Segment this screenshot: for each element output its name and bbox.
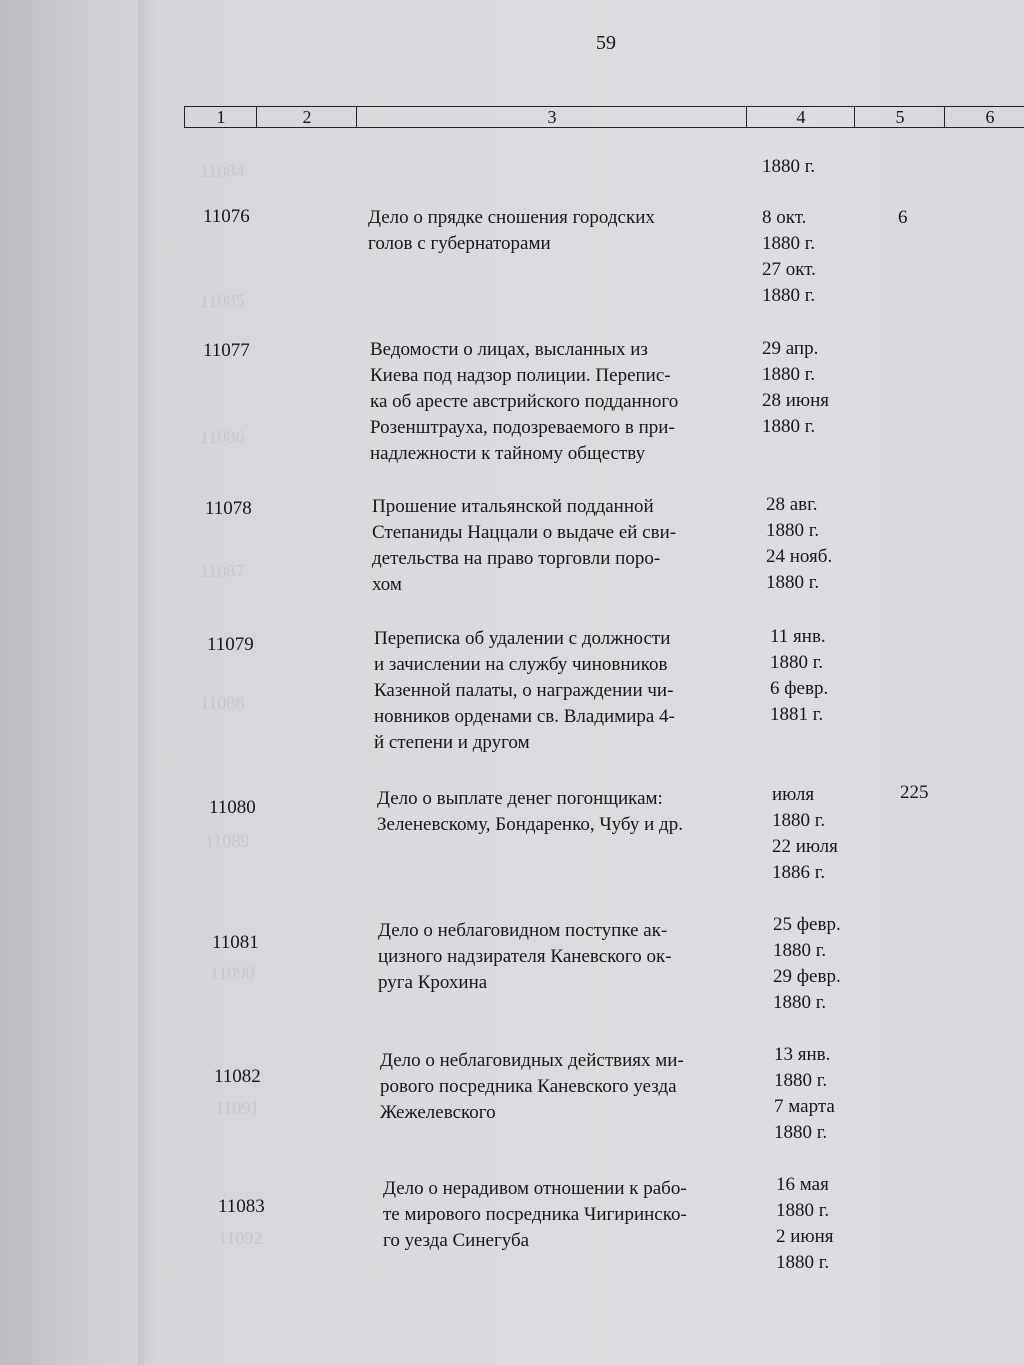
description-line: Дело о прядке сношения городских xyxy=(368,207,655,228)
date-line: 1880 г. xyxy=(773,940,827,961)
date-line: 1880 г. xyxy=(774,1070,828,1091)
bleed-through-text: 11085 xyxy=(200,291,245,311)
description-line: Дело о нерадивом отношении к рабо- xyxy=(383,1178,687,1199)
date-line: 1880 г. xyxy=(774,1122,828,1143)
date-line: 1880 г. xyxy=(766,572,820,593)
record-number: 11080 xyxy=(209,797,256,818)
record-description xyxy=(370,337,755,467)
top-date: 1880 г. xyxy=(762,156,816,177)
bleed-through-text: 11088 xyxy=(200,693,245,713)
column-header-2: 2 xyxy=(256,107,357,127)
date-line: 27 окт. xyxy=(762,259,816,280)
description-line: го уезда Синегуба xyxy=(383,1230,530,1251)
record-number: 11079 xyxy=(207,634,254,655)
bleed-through-text: 11091 xyxy=(215,1098,260,1118)
date-line: 29 февр. xyxy=(773,966,841,987)
record-number: 11082 xyxy=(214,1066,261,1087)
description-line: те мирового посредника Чигиринско- xyxy=(383,1204,687,1225)
description-line: Дело о неблаговидном поступке ак- xyxy=(378,920,668,941)
description-line: цизного надзирателя Каневского ок- xyxy=(378,946,672,967)
bleed-through-text: 11086 xyxy=(200,427,245,447)
date-line: 1881 г. xyxy=(770,704,824,725)
date-line: 1880 г. xyxy=(773,992,827,1013)
description-line: Киева под надзор полиции. Перепис- xyxy=(370,365,671,386)
date-line: 16 мая xyxy=(776,1174,829,1195)
record-page-count: 225 xyxy=(900,782,929,803)
record-number: 11078 xyxy=(205,498,252,519)
date-line: 13 янв. xyxy=(774,1044,831,1065)
date-line: 2 июня xyxy=(776,1226,834,1247)
record-number: 11081 xyxy=(212,932,259,953)
date-line: 1886 г. xyxy=(772,862,826,883)
description-line: Дело о выплате денег погонщикам: xyxy=(377,788,663,809)
date-line: 25 февр. xyxy=(773,914,841,935)
description-line: голов с губернаторами xyxy=(368,233,551,254)
bleed-through-text: 11087 xyxy=(200,561,245,581)
bleed-through-text: 11090 xyxy=(210,963,255,983)
description-line: Степаниды Наццали о выдаче ей сви- xyxy=(372,522,677,543)
description-line: ка об аресте австрийского подданного xyxy=(370,391,679,412)
bleed-through-text: 11089 xyxy=(205,831,250,851)
record-dates xyxy=(772,782,872,886)
record-dates xyxy=(762,205,862,309)
date-line: 22 июля xyxy=(772,836,838,857)
description-line: рового посредника Каневского уезда xyxy=(380,1076,677,1097)
date-line: 1880 г. xyxy=(762,364,816,385)
record-description xyxy=(372,494,757,598)
record-dates xyxy=(776,1172,876,1276)
date-line: 1880 г. xyxy=(762,416,816,437)
column-header-4: 4 xyxy=(746,107,855,127)
description-line: Казенной палаты, о награждении чи- xyxy=(374,680,674,701)
column-header-3: 3 xyxy=(356,107,747,127)
record-description xyxy=(377,786,762,838)
description-line: новников орденами св. Владимира 4- xyxy=(374,706,675,727)
description-line: й степени и другом xyxy=(374,732,530,753)
page-number: 59 xyxy=(596,32,616,54)
page-spine-shadow xyxy=(138,0,156,1365)
description-line: и зачислении на службу чиновников xyxy=(374,654,668,675)
record-description xyxy=(383,1176,768,1254)
record-dates xyxy=(766,492,866,596)
record-dates xyxy=(773,912,873,1016)
date-line: 28 авг. xyxy=(766,494,818,515)
record-dates xyxy=(774,1042,874,1146)
description-line: Зеленевскому, Бондаренко, Чубу и др. xyxy=(377,814,683,835)
date-line: 24 нояб. xyxy=(766,546,833,567)
date-line: 11 янв. xyxy=(770,626,826,647)
date-line: 1880 г. xyxy=(776,1200,830,1221)
record-number: 11077 xyxy=(203,340,250,361)
record-number: 11083 xyxy=(218,1196,265,1217)
record-description xyxy=(378,918,763,996)
date-line: 1880 г. xyxy=(772,810,826,831)
column-header-6: 6 xyxy=(944,107,1024,127)
description-line: Розенштрауха, подозреваемого в при- xyxy=(370,417,675,438)
date-line: 1880 г. xyxy=(762,233,816,254)
date-line: 6 февр. xyxy=(770,678,829,699)
date-line: 1880 г. xyxy=(776,1252,830,1273)
date-line: 8 окт. xyxy=(762,207,807,228)
description-line: Ведомости о лицах, высланных из xyxy=(370,339,648,360)
date-line: 1880 г. xyxy=(762,285,816,306)
description-line: Жежелевского xyxy=(380,1102,496,1123)
date-line: 1880 г. xyxy=(766,520,820,541)
description-line: Прошение итальянской подданной xyxy=(372,496,654,517)
date-line: 7 марта xyxy=(774,1096,835,1117)
description-line: Дело о неблаговидных действиях ми- xyxy=(380,1050,684,1071)
column-header-1: 1 xyxy=(184,107,257,127)
description-line: хом xyxy=(372,574,402,595)
date-line: июля xyxy=(772,784,815,805)
description-line: руга Крохина xyxy=(378,972,488,993)
record-dates xyxy=(762,336,862,440)
record-description xyxy=(374,626,759,756)
description-line: детельства на право торговли поро- xyxy=(372,548,661,569)
record-dates xyxy=(770,624,870,728)
record-page-count: 6 xyxy=(898,207,908,228)
record-description xyxy=(368,205,753,257)
date-line: 28 июня xyxy=(762,390,830,411)
description-line: надлежности к тайному обществу xyxy=(370,443,646,464)
date-line: 29 апр. xyxy=(762,338,819,359)
date-line: 1880 г. xyxy=(770,652,824,673)
bleed-through-text: 11092 xyxy=(218,1228,263,1248)
column-header-table xyxy=(184,106,1024,128)
bleed-through-text: 11084 xyxy=(200,161,245,181)
record-description xyxy=(380,1048,765,1126)
column-header-5: 5 xyxy=(854,107,945,127)
description-line: Переписка об удалении с должности xyxy=(374,628,671,649)
record-number: 11076 xyxy=(203,206,250,227)
